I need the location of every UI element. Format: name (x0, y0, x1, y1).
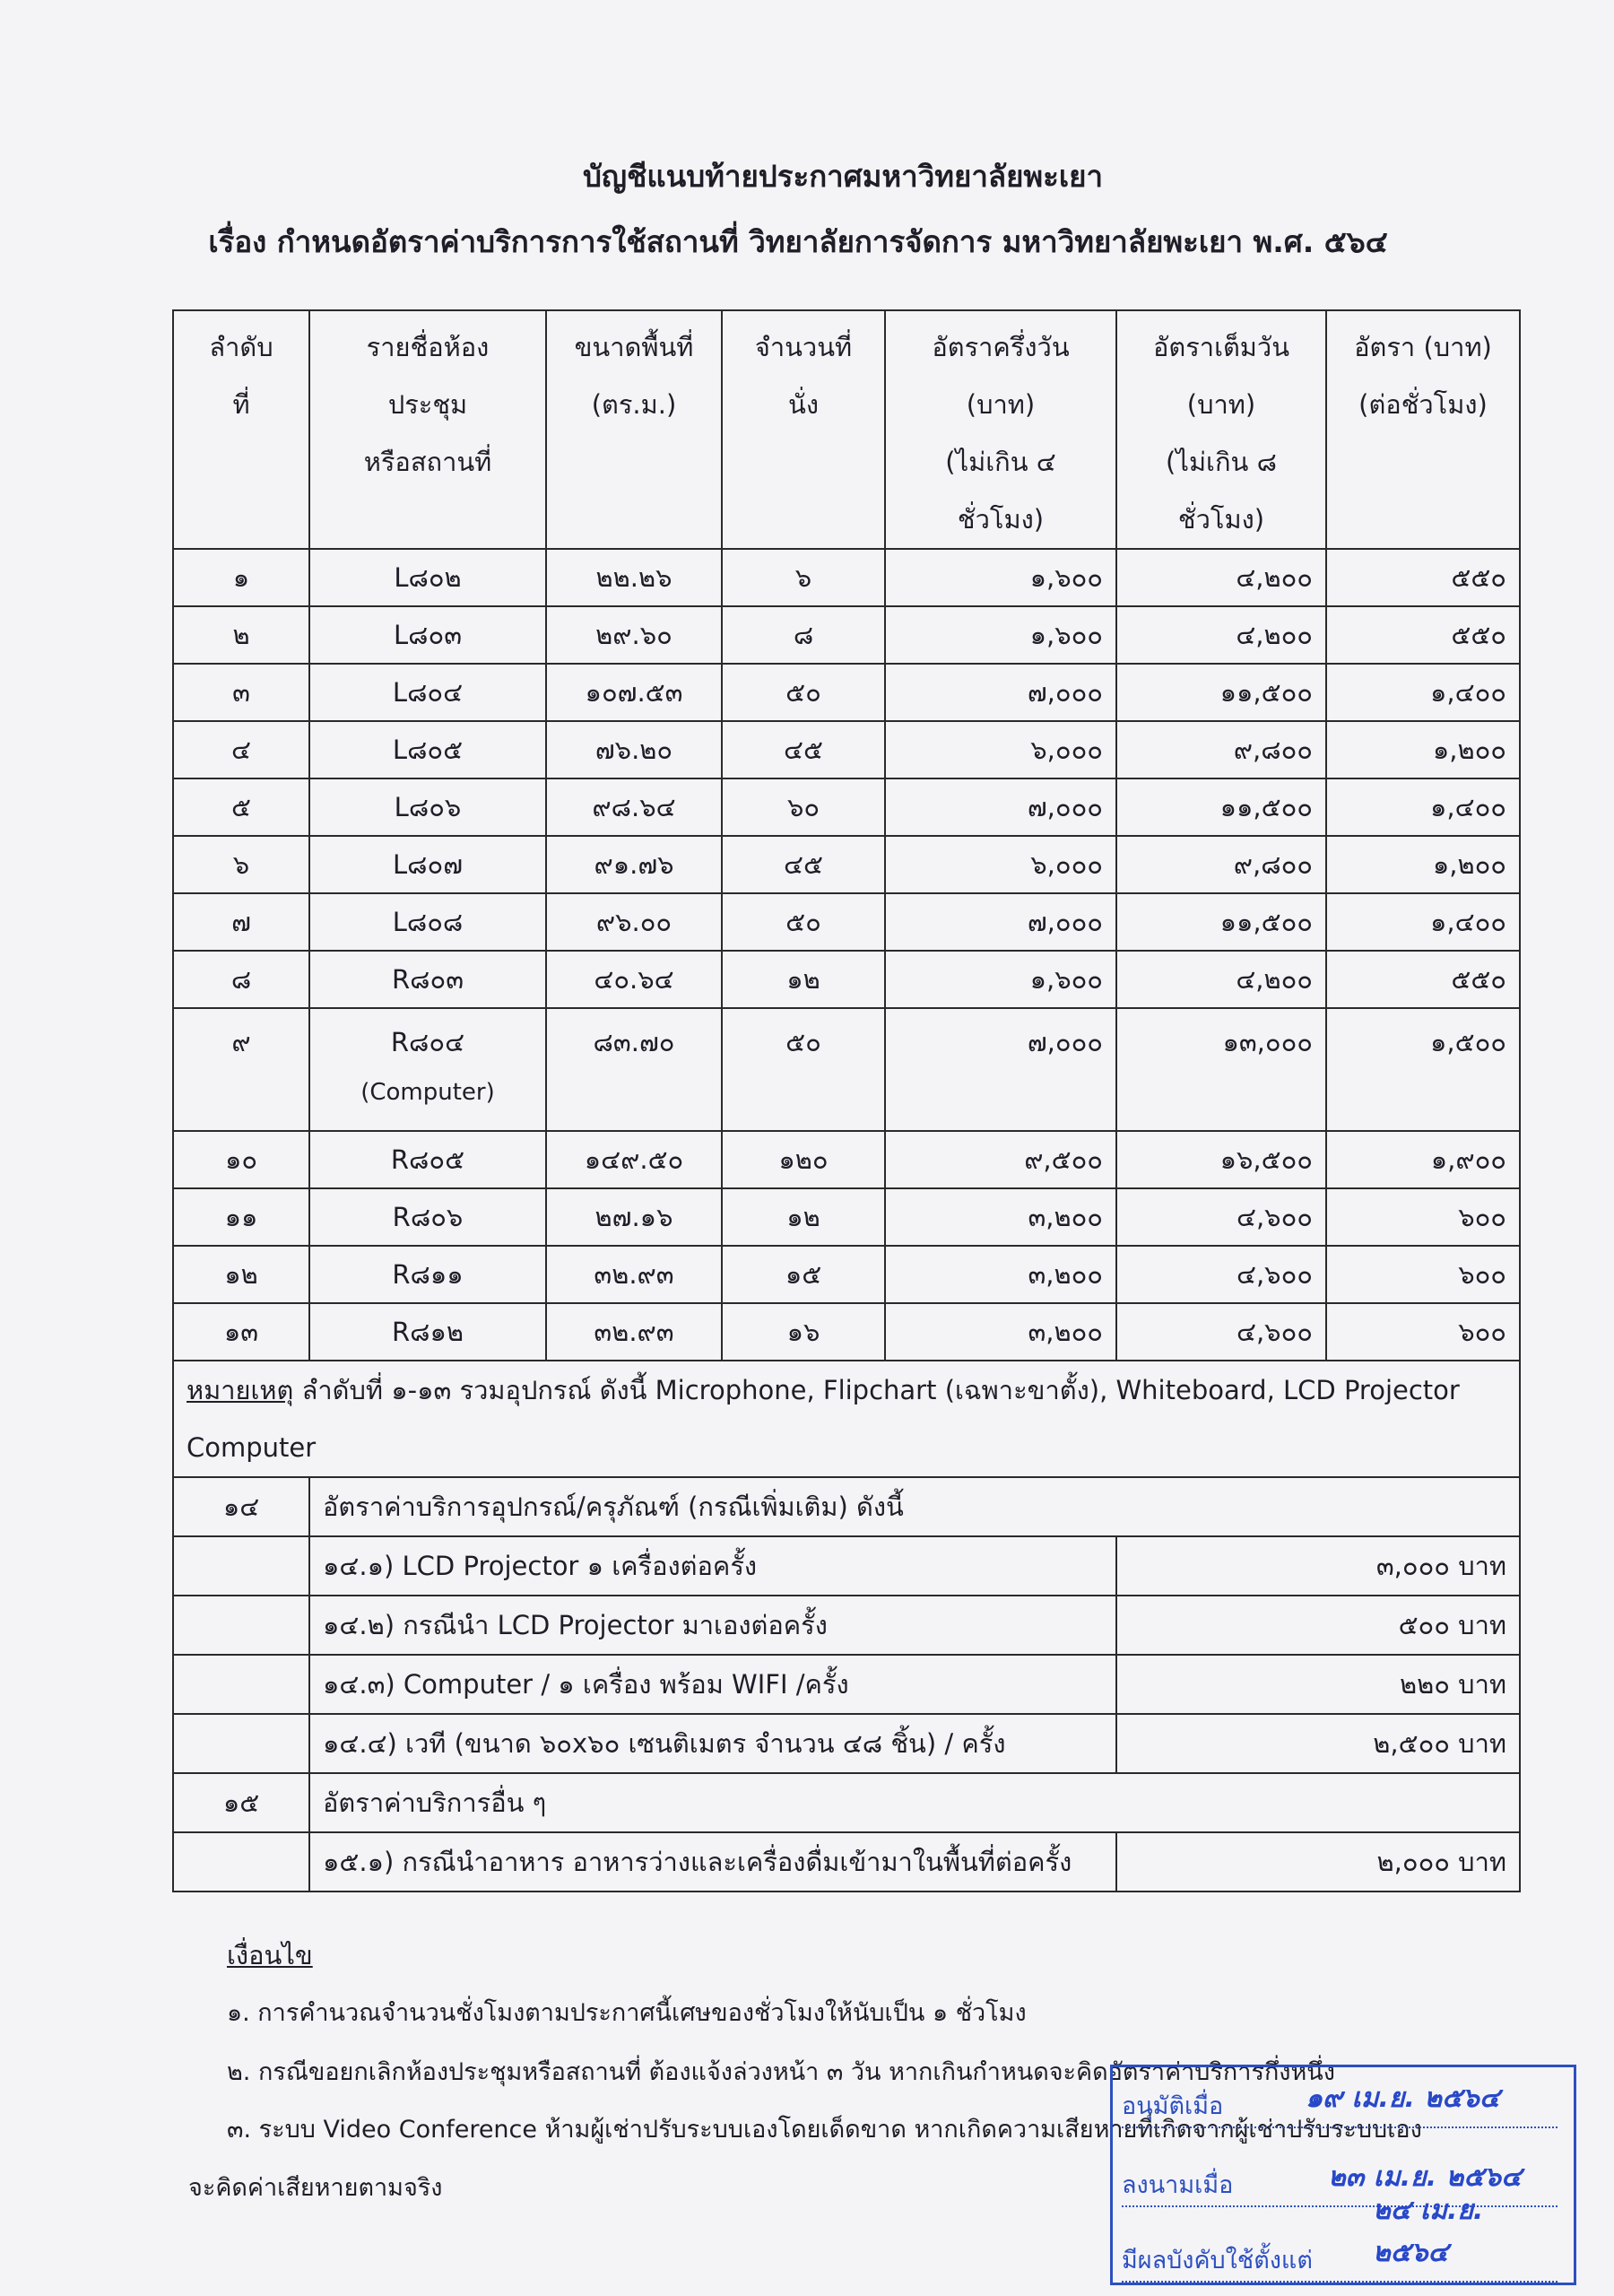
table-cell (309, 951, 546, 1008)
table-cell (1326, 1303, 1520, 1361)
table-cell (309, 1008, 546, 1131)
column-header-line: (ตร.ม.) (591, 389, 677, 420)
cell-value: ๕๐ (785, 907, 821, 937)
column-header-line: ชั่วโมง) (1177, 504, 1265, 535)
table-cell (885, 1008, 1116, 1131)
table-cell (546, 951, 722, 1008)
stamp-signed-date: ๒๓ เม.ย. ๒๕๖๔ (1328, 2161, 1522, 2193)
table-cell (1326, 951, 1520, 1008)
cell-value: L๘๐๗ (392, 849, 464, 880)
table-cell (1116, 1008, 1326, 1131)
table-cell (173, 836, 309, 893)
table-cell (1116, 893, 1326, 951)
table-cell (1116, 951, 1326, 1008)
table-row (173, 606, 1520, 664)
table-cell (885, 549, 1116, 606)
service-item-row (173, 1714, 1520, 1773)
cell-value: ๑๒ (786, 1202, 820, 1232)
cell-value: ๒ (232, 620, 250, 650)
table-cell (1326, 778, 1520, 836)
table-row (173, 893, 1520, 951)
cell-value: ๙ (231, 1027, 251, 1057)
cell-value: ๕๐ (785, 677, 821, 708)
cell-value: ๙,๕๐๐ (1024, 1144, 1103, 1175)
cell-value: ๖๐๐ (1458, 1259, 1506, 1290)
column-header (309, 310, 546, 549)
table-cell (309, 893, 546, 951)
table-cell (546, 606, 722, 664)
column-header-line: (บาท) (1186, 389, 1256, 420)
table-cell (885, 1188, 1116, 1246)
column-header (1116, 310, 1326, 549)
table-row (173, 951, 1520, 1008)
table-cell (722, 549, 885, 606)
cell-value: ๓ (232, 677, 250, 708)
table-cell (1116, 1131, 1326, 1188)
table-cell (546, 664, 722, 721)
stamp-approved-label: อนุมัติเมื่อ (1122, 2092, 1224, 2120)
cell-value: R๘๐๕ (390, 1144, 465, 1175)
cell-value: ๗,๐๐๐ (1027, 907, 1103, 937)
table-cell (885, 606, 1116, 664)
cell-value: ๑๒๐ (778, 1144, 829, 1175)
cell-value: ๔,๖๐๐ (1237, 1202, 1313, 1232)
table-cell (309, 836, 546, 893)
cell-value: R๘๐๔ (390, 1027, 465, 1057)
table-cell (173, 951, 309, 1008)
table-cell (546, 549, 722, 606)
cell-value: ๗,๐๐๐ (1027, 1027, 1103, 1057)
table-row (173, 1188, 1520, 1246)
cell-value: ๑๓,๐๐๐ (1222, 1027, 1313, 1057)
cell-value: ๗๖.๒๐ (594, 735, 673, 765)
service-item-price: ๓,๐๐๐ บาท (1116, 1536, 1520, 1596)
cell-value: ๑,๔๐๐ (1430, 907, 1506, 937)
service-item-row (173, 1655, 1520, 1714)
stamp-signed-label: ลงนามเมื่อ (1122, 2171, 1234, 2199)
note-text: ลำดับที่ ๑-๑๓ รวมอุปกรณ์ ดังนี้ Microphone, Flipchart (เฉพาะขาตั้ง), Whiteboard, LCD Projector Computer (187, 1375, 1460, 1463)
table-cell (173, 778, 309, 836)
service-item-row (173, 1536, 1520, 1596)
cell-value: ๒๗.๑๖ (594, 1202, 673, 1232)
cell-value: ๔ (231, 735, 251, 765)
section-header-row (173, 1773, 1520, 1832)
cell-value: ๑,๖๐๐ (1029, 964, 1103, 995)
column-header-line: ชั่วโมง) (957, 504, 1045, 535)
table-body (173, 549, 1520, 1892)
table-cell (173, 1246, 309, 1303)
table-cell (1326, 893, 1520, 951)
table-cell (1326, 1188, 1520, 1246)
cell-value: ๑,๕๐๐ (1430, 1027, 1506, 1057)
table-cell (309, 778, 546, 836)
note-label: หมายเหตุ (187, 1375, 294, 1405)
table-cell (1326, 721, 1520, 778)
table-cell (1326, 1008, 1520, 1131)
cell-value: ๔๕ (784, 735, 823, 765)
table-row (173, 1131, 1520, 1188)
column-header-line: ประชุม (387, 389, 468, 420)
cell-value: ๑๖ (786, 1317, 820, 1347)
table-row (173, 664, 1520, 721)
cell-value: ๖,๐๐๐ (1030, 849, 1103, 880)
cell-value: ๑,๒๐๐ (1432, 735, 1506, 765)
table-cell (885, 664, 1116, 721)
cell-value: ๕๕๐ (1451, 620, 1506, 650)
cell-value: ๖ (794, 562, 812, 593)
cell-value: ๗,๐๐๐ (1027, 677, 1103, 708)
cell-value: ๓๒.๙๓ (594, 1317, 674, 1347)
cell-value: ๑๒ (224, 1259, 258, 1290)
table-cell (173, 549, 309, 606)
note-row (173, 1361, 1520, 1477)
table-cell (546, 836, 722, 893)
table-cell (173, 1188, 309, 1246)
stamp-effective-label: มีผลบังคับใช้ตั้งแต่ (1122, 2247, 1313, 2274)
table-cell (1116, 778, 1326, 836)
cell-value: ๕ (231, 792, 251, 822)
cell-value: L๘๐๕ (392, 735, 464, 765)
cell-value: ๘ (230, 964, 252, 995)
cell-value: ๙,๘๐๐ (1233, 849, 1313, 880)
cell-value: ๖ (232, 849, 250, 880)
empty-cell (173, 1714, 309, 1773)
rate-table (172, 309, 1521, 1892)
empty-cell (173, 1655, 309, 1714)
cell-value: ๑๕ (785, 1259, 822, 1290)
service-item-price: ๒๒๐ บาท (1116, 1655, 1520, 1714)
table-cell (1116, 721, 1326, 778)
table-cell (1326, 549, 1520, 606)
section-number: ๑๕ (173, 1773, 309, 1832)
cell-value: L๘๐๘ (392, 907, 464, 937)
cell-value: ๑ (232, 562, 250, 593)
column-header-line: จำนวนที่ (754, 332, 853, 362)
table-cell (1116, 836, 1326, 893)
cell-value: ๙,๘๐๐ (1233, 735, 1313, 765)
document-subtitle: เรื่อง กำหนดอัตราค่าบริการการใช้สถานที่ วิทยาลัยการจัดการ มหาวิทยาลัยพะเยา พ.ศ. ๕๖๔ (208, 224, 1388, 259)
document-title: บัญชีแนบท้ายประกาศมหาวิทยาลัยพะเยา (582, 159, 1104, 194)
table-cell (309, 1188, 546, 1246)
cell-value: L๘๐๒ (394, 562, 462, 593)
cell-value: ๙๖.๐๐ (595, 907, 672, 937)
table-row (173, 836, 1520, 893)
column-header-line: (ไม่เกิน ๔ (945, 447, 1056, 477)
service-item-label: ๑๕.๑) กรณีนำอาหาร อาหารว่างและเครื่องดื่มเข้ามาในพื้นที่ต่อครั้ง (309, 1832, 1116, 1892)
cell-value: ๙๘.๖๔ (592, 792, 676, 822)
column-header-line: รายชื่อห้อง (366, 332, 490, 362)
cell-value: ๑,๖๐๐ (1029, 562, 1103, 593)
table-cell (885, 1246, 1116, 1303)
table-cell (1326, 836, 1520, 893)
table-cell (722, 893, 885, 951)
cell-value: ๕๐ (785, 1027, 821, 1057)
stamp-approved-date: ๑๙ เม.ย. ๒๕๖๔ (1306, 2083, 1500, 2114)
column-header-line: หรือสถานที่ (363, 447, 492, 477)
service-item-price: ๒,๐๐๐ บาท (1116, 1832, 1520, 1892)
table-cell (722, 721, 885, 778)
table-row (173, 549, 1520, 606)
table-cell (1116, 1246, 1326, 1303)
cell-value: ๒๙.๖๐ (595, 620, 672, 650)
table-cell (546, 1246, 722, 1303)
cell-value: ๖๐๐ (1458, 1317, 1506, 1347)
cell-value: ๑๐๗.๕๓ (585, 677, 683, 708)
cell-value: L๘๐๖ (394, 792, 462, 822)
table-row (173, 778, 1520, 836)
conditions-title: เงื่อนไข (227, 1940, 313, 1970)
cell-value: ๑๔๙.๕๐ (584, 1144, 684, 1175)
cell-value: ๑๖,๕๐๐ (1219, 1144, 1313, 1175)
table-cell (173, 664, 309, 721)
table-cell (173, 606, 309, 664)
table-row (173, 1246, 1520, 1303)
cell-value: R๘๑๒ (391, 1317, 464, 1347)
table-cell (722, 951, 885, 1008)
cell-value: ๖๐๐ (1458, 1202, 1506, 1232)
note-cell (173, 1361, 1520, 1477)
cell-value: ๔,๒๐๐ (1236, 620, 1313, 650)
table-cell (309, 549, 546, 606)
table-cell (722, 836, 885, 893)
table-cell (885, 836, 1116, 893)
table-cell (173, 1008, 309, 1131)
cell-value: ๓๒.๙๓ (594, 1259, 674, 1290)
service-item-label: ๑๔.๑) LCD Projector ๑ เครื่องต่อครั้ง (309, 1536, 1116, 1596)
service-item-row (173, 1832, 1520, 1892)
condition-item-continuation: จะคิดค่าเสียหายตามจริง (188, 2174, 443, 2202)
table-cell (546, 893, 722, 951)
table-cell (309, 664, 546, 721)
table-cell (1326, 1246, 1520, 1303)
service-item-row (173, 1596, 1520, 1655)
cell-value: ๔,๒๐๐ (1236, 964, 1313, 995)
table-cell (722, 1008, 885, 1131)
cell-value: L๘๐๔ (392, 677, 464, 708)
cell-value: ๑,๔๐๐ (1430, 792, 1506, 822)
cell-value: ๑,๙๐๐ (1430, 1144, 1506, 1175)
table-cell (1116, 1303, 1326, 1361)
table-row (173, 1303, 1520, 1361)
cell-value: ๑๑ (224, 1202, 258, 1232)
cell-value: ๓,๒๐๐ (1028, 1259, 1103, 1290)
service-item-price: ๒,๕๐๐ บาท (1116, 1714, 1520, 1773)
table-cell (173, 1131, 309, 1188)
column-header-line: (ไม่เกิน ๘ (1166, 447, 1277, 477)
table-cell (1326, 1131, 1520, 1188)
column-header (546, 310, 722, 549)
table-cell (309, 1246, 546, 1303)
table-cell (722, 778, 885, 836)
table-cell (885, 1303, 1116, 1361)
service-item-label: ๑๔.๒) กรณีนำ LCD Projector มาเองต่อครั้ง (309, 1596, 1116, 1655)
cell-value: R๘๐๖ (392, 1202, 464, 1232)
cell-value: ๓,๒๐๐ (1028, 1202, 1103, 1232)
cell-value: ๘๓.๗๐ (593, 1027, 675, 1057)
cell-value: ๑๐ (224, 1144, 258, 1175)
empty-cell (173, 1596, 309, 1655)
table-cell (1326, 664, 1520, 721)
empty-cell (173, 1832, 309, 1892)
empty-cell (173, 1536, 309, 1596)
stamp-approved-line (1122, 2073, 1558, 2128)
cell-value: ๑,๖๐๐ (1029, 620, 1103, 650)
cell-value: ๖,๐๐๐ (1030, 735, 1103, 765)
table-cell (546, 1008, 722, 1131)
cell-value: ๑๑,๕๐๐ (1219, 677, 1313, 708)
column-header (885, 310, 1116, 549)
column-header-line: อัตราเต็มวัน (1152, 332, 1290, 362)
cell-value: ๑๑,๕๐๐ (1219, 907, 1313, 937)
column-header-line: ลำดับ (209, 332, 273, 362)
table-cell (722, 1303, 885, 1361)
cell-value: ๘ (793, 620, 814, 650)
section-number: ๑๔ (173, 1477, 309, 1536)
table-cell (173, 1303, 309, 1361)
room-note: (Computer) (360, 1079, 495, 1106)
table-header-row (173, 310, 1520, 549)
table-cell (722, 606, 885, 664)
table-cell (885, 721, 1116, 778)
cell-value: R๘๐๓ (391, 964, 464, 995)
column-header (1326, 310, 1520, 549)
table-cell (722, 1131, 885, 1188)
table-cell (309, 1131, 546, 1188)
column-header-line: (ต่อชั่วโมง) (1358, 389, 1488, 420)
table-cell (1116, 664, 1326, 721)
table-cell (722, 664, 885, 721)
table-cell (546, 721, 722, 778)
stamp-effective-line (1122, 2195, 1558, 2283)
table-cell (546, 1131, 722, 1188)
cell-value: ๓,๒๐๐ (1028, 1317, 1103, 1347)
column-header (173, 310, 309, 549)
table-cell (722, 1246, 885, 1303)
cell-value: ๕๕๐ (1451, 964, 1506, 995)
table-cell (546, 1303, 722, 1361)
cell-value: ๔,๖๐๐ (1237, 1317, 1313, 1347)
stamp-effective-date: ๒๔ เม.ย. ๒๕๖๔ (1373, 2195, 1484, 2268)
table-cell (309, 1303, 546, 1361)
table-cell (546, 778, 722, 836)
table-row (173, 1008, 1520, 1131)
condition-item: ๑. การคำนวณจำนวนชั่งโมงตามประกาศนี้เศษของชั่วโมงให้นับเป็น ๑ ชั่วโมง (227, 1999, 1027, 2027)
cell-value: ๗,๐๐๐ (1027, 792, 1103, 822)
table-row (173, 721, 1520, 778)
service-item-label: ๑๔.๔) เวที (ขนาด ๖๐x๖๐ เซนติเมตร จำนวน ๔๘ ชิ้น) / ครั้ง (309, 1714, 1116, 1773)
table-cell (1326, 606, 1520, 664)
table-cell (309, 606, 546, 664)
column-header-line: ขนาดพื้นที่ (574, 332, 694, 362)
cell-value: ๔๐.๖๔ (594, 964, 674, 995)
table-cell (885, 1131, 1116, 1188)
condition-item: ๓. ระบบ Video Conference ห้ามผู้เช่าปรับระบบเองโดยเด็ดขาด หากเกิดความเสียหายที่เกิดจากผู้เช่าปรับระบบเอง (227, 2116, 1422, 2144)
cell-value: R๘๑๑ (392, 1259, 464, 1290)
cell-value: ๕๕๐ (1451, 562, 1506, 593)
section-header-row (173, 1477, 1520, 1536)
table-cell (309, 721, 546, 778)
cell-value: ๑,๒๐๐ (1432, 849, 1506, 880)
section-title: อัตราค่าบริการอื่น ๆ (309, 1773, 1520, 1832)
table-cell (173, 721, 309, 778)
column-header (722, 310, 885, 549)
table-cell (885, 778, 1116, 836)
column-header-line: อัตราครึ่งวัน (932, 332, 1070, 362)
table-cell (546, 1188, 722, 1246)
cell-value: L๘๐๓ (393, 620, 463, 650)
cell-value: ๑๓ (223, 1317, 259, 1347)
column-header-line: (บาท) (966, 389, 1036, 420)
cell-value: ๔๕ (784, 849, 823, 880)
cell-value: ๔,๖๐๐ (1237, 1259, 1313, 1290)
table-cell (1116, 549, 1326, 606)
cell-value: ๙๑.๗๖ (594, 849, 674, 880)
cell-value: ๔,๒๐๐ (1236, 562, 1313, 593)
table-cell (722, 1188, 885, 1246)
cell-value: ๑๒ (786, 964, 820, 995)
table-cell (1116, 606, 1326, 664)
column-header-line: ที่ (232, 389, 250, 420)
column-header-line: นั่ง (788, 389, 819, 420)
cell-value: ๒๒.๒๖ (595, 562, 672, 593)
approval-stamp (1110, 2065, 1576, 2285)
service-item-price: ๕๐๐ บาท (1116, 1596, 1520, 1655)
section-title: อัตราค่าบริการอุปกรณ์/ครุภัณฑ์ (กรณีเพิ่มเติม) ดังนี้ (309, 1477, 1520, 1536)
cell-value: ๗ (231, 907, 251, 937)
table-cell (885, 951, 1116, 1008)
cell-value: ๖๐ (786, 792, 820, 822)
cell-value: ๑๑,๕๐๐ (1219, 792, 1313, 822)
condition-item: ๒. กรณีขอยกเลิกห้องประชุมหรือสถานที่ ต้องแจ้งล่วงหน้า ๓ วัน หากเกินกำหนดจะคิดอัตราค่าบริการกึ่งหนึ่ง (227, 2058, 1335, 2086)
table-cell (173, 893, 309, 951)
column-header-line: อัตรา (บาท) (1354, 332, 1492, 362)
cell-value: ๑,๔๐๐ (1430, 677, 1506, 708)
table-cell (885, 893, 1116, 951)
service-item-label: ๑๔.๓) Computer / ๑ เครื่อง พร้อม WIFI /ครั้ง (309, 1655, 1116, 1714)
table-cell (1116, 1188, 1326, 1246)
